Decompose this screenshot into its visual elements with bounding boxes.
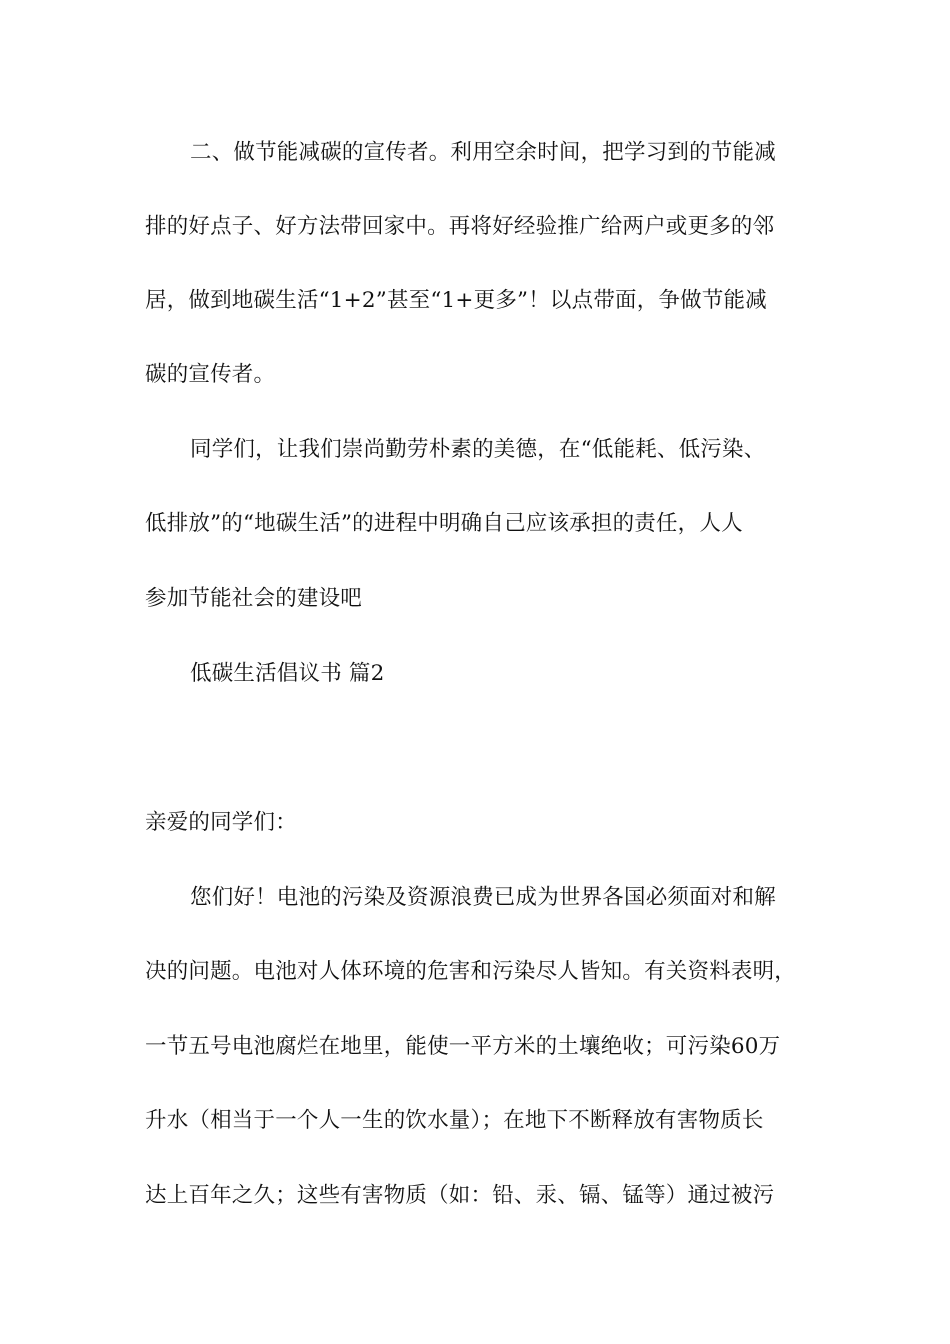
paragraph-line: 决的问题。电池对人体环境的危害和污染尽人皆知。有关资料表明， (145, 959, 797, 984)
paragraph-line: 同学们，让我们崇尚勤劳朴素的美德，在“低能耗、低污染、 (190, 437, 766, 462)
paragraph-line: 二、做节能减碳的宣传者。利用空余时间，把学习到的节能减 (190, 140, 776, 165)
paragraph-line: 升水（相当于一个人一生的饮水量）；在地下不断释放有害物质长 (145, 1108, 764, 1133)
section-heading: 低碳生活倡议书 篇2 (190, 661, 385, 686)
paragraph-line: 低排放”的“地碳生活”的进程中明确自己应该承担的责任，人人 (145, 511, 743, 536)
paragraph-line: 您们好！电池的污染及资源浪费已成为世界各国必须面对和解 (190, 885, 776, 910)
paragraph-line: 居，做到地碳生活“1+2”甚至“1+更多”！以点带面，争做节能减 (145, 288, 767, 313)
salutation: 亲爱的同学们： (145, 810, 297, 835)
paragraph-line: 碳的宣传者。 (145, 362, 276, 387)
paragraph-line: 参加节能社会的建设吧 (145, 586, 363, 611)
paragraph-line: 一节五号电池腐烂在地里，能使一平方米的土壤绝收；可污染60万 (145, 1034, 781, 1059)
paragraph-line: 排的好点子、好方法带回家中。再将好经验推广给两户或更多的邻 (145, 214, 775, 239)
paragraph-line: 达上百年之久；这些有害物质（如：铅、汞、镉、锰等）通过被污 (145, 1183, 775, 1208)
